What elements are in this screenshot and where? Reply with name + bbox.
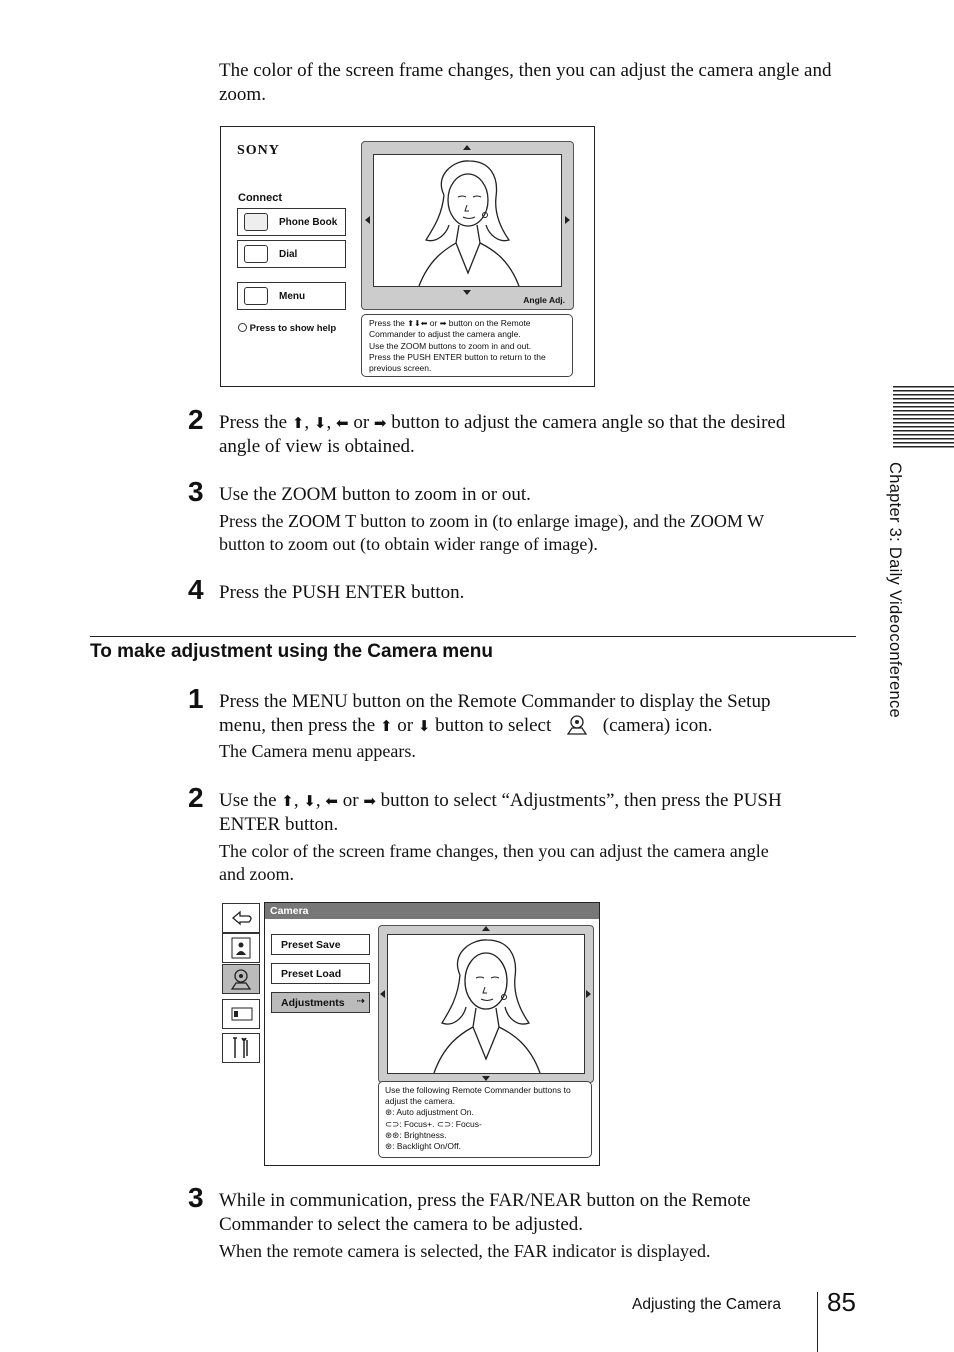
step-detail: The color of the screen frame changes, then you can adjust the camera angle and zoom. xyxy=(219,841,769,884)
step-text: Press the MENU button on the Remote Commander to display the Setup menu, then press the ⬆ or ⬇ button to select (camera) icon. xyxy=(219,691,771,736)
up-arrow-icon: ⬆ xyxy=(291,414,305,432)
display-icon[interactable] xyxy=(222,999,260,1029)
woman-portrait-illustration xyxy=(388,935,584,1073)
down-arrow-icon: ⬇ xyxy=(303,792,316,810)
enter-button-icon: ⊛ xyxy=(385,1107,393,1118)
arrow-left-icon xyxy=(380,990,385,998)
arrow-right-icon xyxy=(565,216,570,224)
preset-load-button[interactable]: Preset Load xyxy=(271,963,370,984)
section-divider xyxy=(90,636,856,637)
backlight-button-icon: ⊛ xyxy=(385,1141,393,1152)
woman-portrait-illustration xyxy=(374,155,561,286)
step-number: 3 xyxy=(188,1182,204,1213)
up-arrow-icon: ⬆ xyxy=(379,717,393,735)
step-detail: Press the ZOOM T button to zoom in (to enlarge image), and the ZOOM W button to zoom out (to obtain wider range of image). xyxy=(219,511,765,554)
camera-icon xyxy=(564,714,590,736)
phone-book-button[interactable]: Phone Book xyxy=(237,208,346,236)
user-icon[interactable] xyxy=(222,933,260,963)
brightness-buttons-icon: ⊛⊛ xyxy=(385,1129,400,1140)
right-button-icon: ➡ xyxy=(439,319,447,328)
chapter-label: Chapter 3: Daily Videoconference xyxy=(886,462,904,719)
arrow-up-icon xyxy=(463,145,471,150)
step-number: 2 xyxy=(188,782,204,813)
chapter-tab-stripes xyxy=(893,386,954,450)
arrow-right-icon xyxy=(586,990,591,998)
dial-button[interactable]: Dial xyxy=(237,240,346,268)
phone-book-icon xyxy=(244,213,268,231)
footer-divider xyxy=(817,1292,818,1352)
sony-logo: SONY xyxy=(237,143,280,158)
up-arrow-icon: ⬆ xyxy=(281,792,294,810)
arrow-left-icon xyxy=(365,216,370,224)
intro-text: The color of the screen frame changes, then you can adjust the camera angle and zoom. xyxy=(219,60,832,105)
footer-section: Adjusting the Camera xyxy=(632,1296,782,1313)
camera-image xyxy=(373,154,562,287)
menu-button[interactable]: Menu xyxy=(237,282,346,310)
enter-arrow-icon: ⇢ xyxy=(356,996,365,1007)
right-arrow-icon: ➡ xyxy=(373,414,387,432)
phone-icon xyxy=(244,245,268,263)
screen-figure-1 xyxy=(220,126,595,387)
step-number: 4 xyxy=(188,574,204,605)
adjustments-button[interactable]: Adjustments ⇢ xyxy=(271,992,370,1013)
menu-list-icon xyxy=(244,287,268,305)
help-hint: Press to show help xyxy=(238,323,336,334)
step-text: While in communication, press the FAR/NEAR button on the Remote Commander to select the camera to be adjusted. xyxy=(219,1190,751,1235)
step-text: Press the ⬆, ⬇, ⬅ or ➡ button to adjust the camera angle so that the desired angle of view is obtained. xyxy=(219,412,786,457)
right-arrow-icon: ➡ xyxy=(363,792,376,810)
direction-buttons-icon: ⬆⬇⬅ xyxy=(407,319,428,328)
step-number: 3 xyxy=(188,476,204,507)
camera-title-bar: Camera xyxy=(265,903,599,919)
step-number: 1 xyxy=(188,683,204,714)
camera-image xyxy=(387,934,585,1074)
focus-minus-icon: ⊂⊃ xyxy=(436,1118,452,1129)
step-detail: When the remote camera is selected, the FAR indicator is displayed. xyxy=(219,1241,711,1261)
tools-icon[interactable] xyxy=(222,1033,260,1063)
left-arrow-icon: ⬅ xyxy=(335,414,349,432)
step-text: Press the PUSH ENTER button. xyxy=(219,582,465,603)
page-number: 85 xyxy=(827,1287,856,1317)
circle-button-icon xyxy=(238,323,247,332)
arrow-down-icon xyxy=(463,290,471,295)
focus-plus-icon: ⊂⊃ xyxy=(385,1118,400,1129)
help-box-2: Use the following Remote Commander buttons to adjust the camera. ⊛: Auto adjustment On. ⊂⊃: Focus+. ⊂⊃: Focus- ⊛⊛: Brightness. ⊛: Backlight On/Off. xyxy=(378,1081,592,1158)
step-detail: The Camera menu appears. xyxy=(219,741,416,761)
video-frame-2 xyxy=(378,925,594,1083)
step-number: 2 xyxy=(188,404,204,435)
video-frame xyxy=(361,141,574,310)
step-text: Use the ZOOM button to zoom in or out. xyxy=(219,484,531,505)
section-heading: To make adjustment using the Camera menu xyxy=(90,641,493,662)
down-arrow-icon: ⬇ xyxy=(313,414,327,432)
chapter-label-container xyxy=(884,462,904,762)
step-text: Use the ⬆, ⬇, ⬅ or ➡ button to select “Adjustments”, then press the PUSH ENTER button. xyxy=(219,790,782,835)
down-arrow-icon: ⬇ xyxy=(417,717,431,735)
back-icon[interactable] xyxy=(222,903,260,933)
preset-save-button[interactable]: Preset Save xyxy=(271,934,370,955)
arrow-up-icon xyxy=(482,926,490,931)
help-box: Press the ⬆⬇⬅ or ➡ button on the Remote Commander to adjust the camera angle. Use the ZOOM buttons to zoom in and out. Press the PUSH ENTER button to return to the previous screen. xyxy=(361,314,573,377)
left-arrow-icon: ⬅ xyxy=(325,792,338,810)
camera-menu-icon[interactable] xyxy=(222,964,260,994)
connect-label: Connect xyxy=(238,192,282,204)
angle-adj-label: Angle Adj. xyxy=(523,295,565,305)
